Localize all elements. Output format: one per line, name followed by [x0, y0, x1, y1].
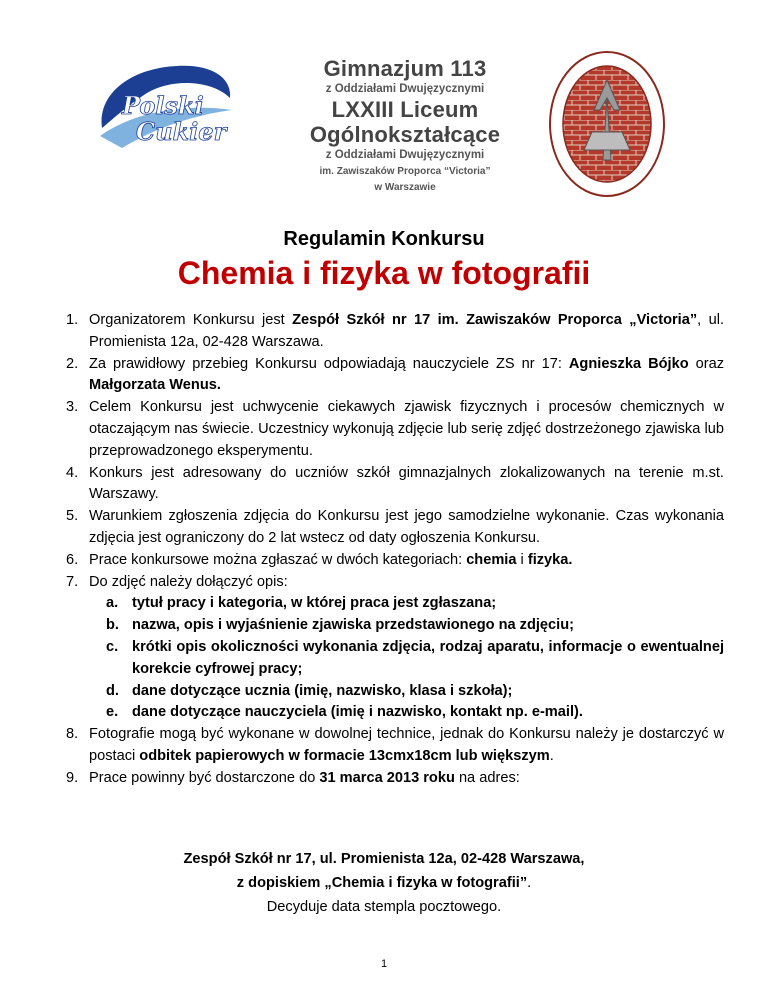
school-line-6: w Warszawie	[374, 181, 436, 193]
rule-item	[66, 463, 724, 507]
mailing-address	[0, 847, 768, 919]
subitem-letter: e.	[106, 704, 119, 721]
rule-number: 5.	[66, 508, 79, 525]
subitem	[106, 615, 724, 637]
page-number: 1	[380, 958, 388, 970]
address-label: „Chemia i fizyka w fotografii”	[324, 875, 528, 891]
subitem-letter: c.	[106, 638, 119, 655]
subitem-text: krótki opis okoliczności wykonania zdjęcia, rodzaj aparatu, informacje o ewentualnej korekcie cyfrowej pracy;	[132, 638, 724, 677]
subitem-letter: d.	[106, 682, 119, 699]
rule-text: Agnieszka Bójko	[568, 355, 689, 372]
rule-item	[66, 397, 724, 462]
school-line-3: LXXIII Liceum Ogólnokształcące	[309, 96, 501, 147]
rule-text: Fotografie mogą być wykonane w dowolnej technice, jednak do Konkursu należy je dostarczyć w postaci	[89, 726, 724, 764]
rule-text: Za prawidłowy przebieg Konkursu odpowiadają nauczyciele ZS nr 17:	[89, 355, 569, 372]
rule-item	[66, 550, 724, 572]
rule-text: Prace konkursowe można zgłaszać w dwóch kategoriach:	[89, 551, 467, 568]
rule-text: 31 marca 2013 roku	[319, 769, 455, 786]
document-subtitle: Regulamin Konkursu	[283, 228, 485, 250]
rule-text: .	[549, 747, 554, 764]
rule-text: , ul. Promienista 12a, 02-428 Warszawa.	[89, 312, 724, 350]
rule-text: Organizatorem Konkursu jest	[89, 312, 293, 328]
rule-number: 7.	[66, 573, 79, 590]
address-suffix: .	[527, 875, 532, 891]
rule-text: i	[516, 551, 528, 568]
school-line-2: z Oddziałami Dwujęzycznymi	[325, 83, 485, 96]
address-line-1: Zespół Szkół nr 17, ul. Promienista 12a, 02-428 Warszawa,	[183, 851, 585, 867]
rule-number: 4.	[66, 464, 79, 481]
subitem	[106, 702, 724, 724]
rule-number: 2.	[66, 355, 79, 372]
subitem-letter: a.	[106, 595, 119, 612]
subitem-text: tytuł pracy i kategoria, w której praca jest zgłaszana;	[132, 595, 497, 612]
address-prefix: z dopiskiem	[236, 875, 325, 891]
rule-text: Celem Konkursu jest uchwycenie ciekawych zjawisk fizycznych i procesów chemicznych w otaczającym nas świecie. Uczestnicy wykonują zdjęcie lub serię zdjęć dostrzeżonego zjawiska lub przeprowadzonego eksperymentu.	[89, 399, 724, 459]
subitem-text: nazwa, opis i wyjaśnienie zjawiska przedstawionego na zdjęciu;	[132, 617, 574, 634]
address-line-2	[0, 871, 768, 895]
rule-text: Warunkiem zgłoszenia zdjęcia do Konkursu jest jego samodzielne wykonanie. Czas wykonania zdjęcia jest ograniczony do 2 lat wstecz od daty ogłoszenia Konkursu.	[89, 508, 724, 546]
rule-text: fizyka.	[527, 551, 573, 568]
subitem-text: dane dotyczące ucznia (imię, nazwisko, klasa i szkoła);	[132, 682, 513, 699]
rules-list	[66, 310, 724, 790]
polski-cukier-logo	[92, 58, 242, 168]
rule-text: oraz	[688, 355, 724, 372]
rule-text: Do zdjęć należy dołączyć opis:	[89, 573, 288, 590]
school-line-1: Gimnazjum 113	[323, 56, 487, 81]
rule-text: Konkurs jest adresowany do uczniów szkół gimnazjalnych zlokalizowanych na terenie m.st. Warszawy.	[89, 464, 724, 503]
school-line-5: im. Zawiszaków Proporca “Victoria”	[319, 166, 491, 178]
rule-text: Małgorzata Wenus.	[89, 377, 221, 394]
logo-word-2: Cukier	[136, 117, 227, 146]
rule-number: 9.	[66, 769, 79, 786]
subitem	[106, 593, 724, 615]
rule-number: 6.	[66, 551, 79, 568]
rule-item	[66, 572, 724, 594]
document-title: Chemia i fizyka w fotografii	[177, 255, 591, 291]
document-header	[0, 40, 768, 220]
rule-item	[66, 310, 724, 354]
rule-number: 3.	[66, 399, 79, 416]
subitem	[106, 637, 724, 681]
address-line-3: Decyduje data stempla pocztowego.	[266, 899, 502, 915]
rule-number: 8.	[66, 726, 79, 743]
subitem	[106, 681, 724, 703]
rule-text: chemia	[466, 551, 517, 568]
subitem-letter: b.	[106, 617, 119, 634]
rule-text: na adres:	[454, 769, 520, 786]
rule-number: 1.	[66, 312, 79, 328]
rule-item	[66, 768, 724, 790]
subitem-text: dane dotyczące nauczyciela (imię i nazwisko, kontakt np. e-mail).	[132, 704, 583, 721]
rule-text: Zespół Szkół nr 17 im. Zawiszaków Proporca „Victoria”	[292, 312, 698, 328]
rule-item	[66, 354, 724, 398]
logo-word-1: Polski	[122, 91, 204, 120]
school-seal-logo	[548, 50, 666, 198]
rule-text: odbitek papierowych w formacie 13cmx18cm lub większym	[139, 747, 550, 764]
school-line-4: z Oddziałami Dwujęzycznymi	[325, 149, 485, 162]
rule-subitems	[106, 593, 724, 724]
rule-item	[66, 506, 724, 550]
rule-text: Prace powinny być dostarczone do	[89, 769, 320, 786]
rule-item	[66, 724, 724, 768]
school-name-block	[260, 56, 550, 193]
